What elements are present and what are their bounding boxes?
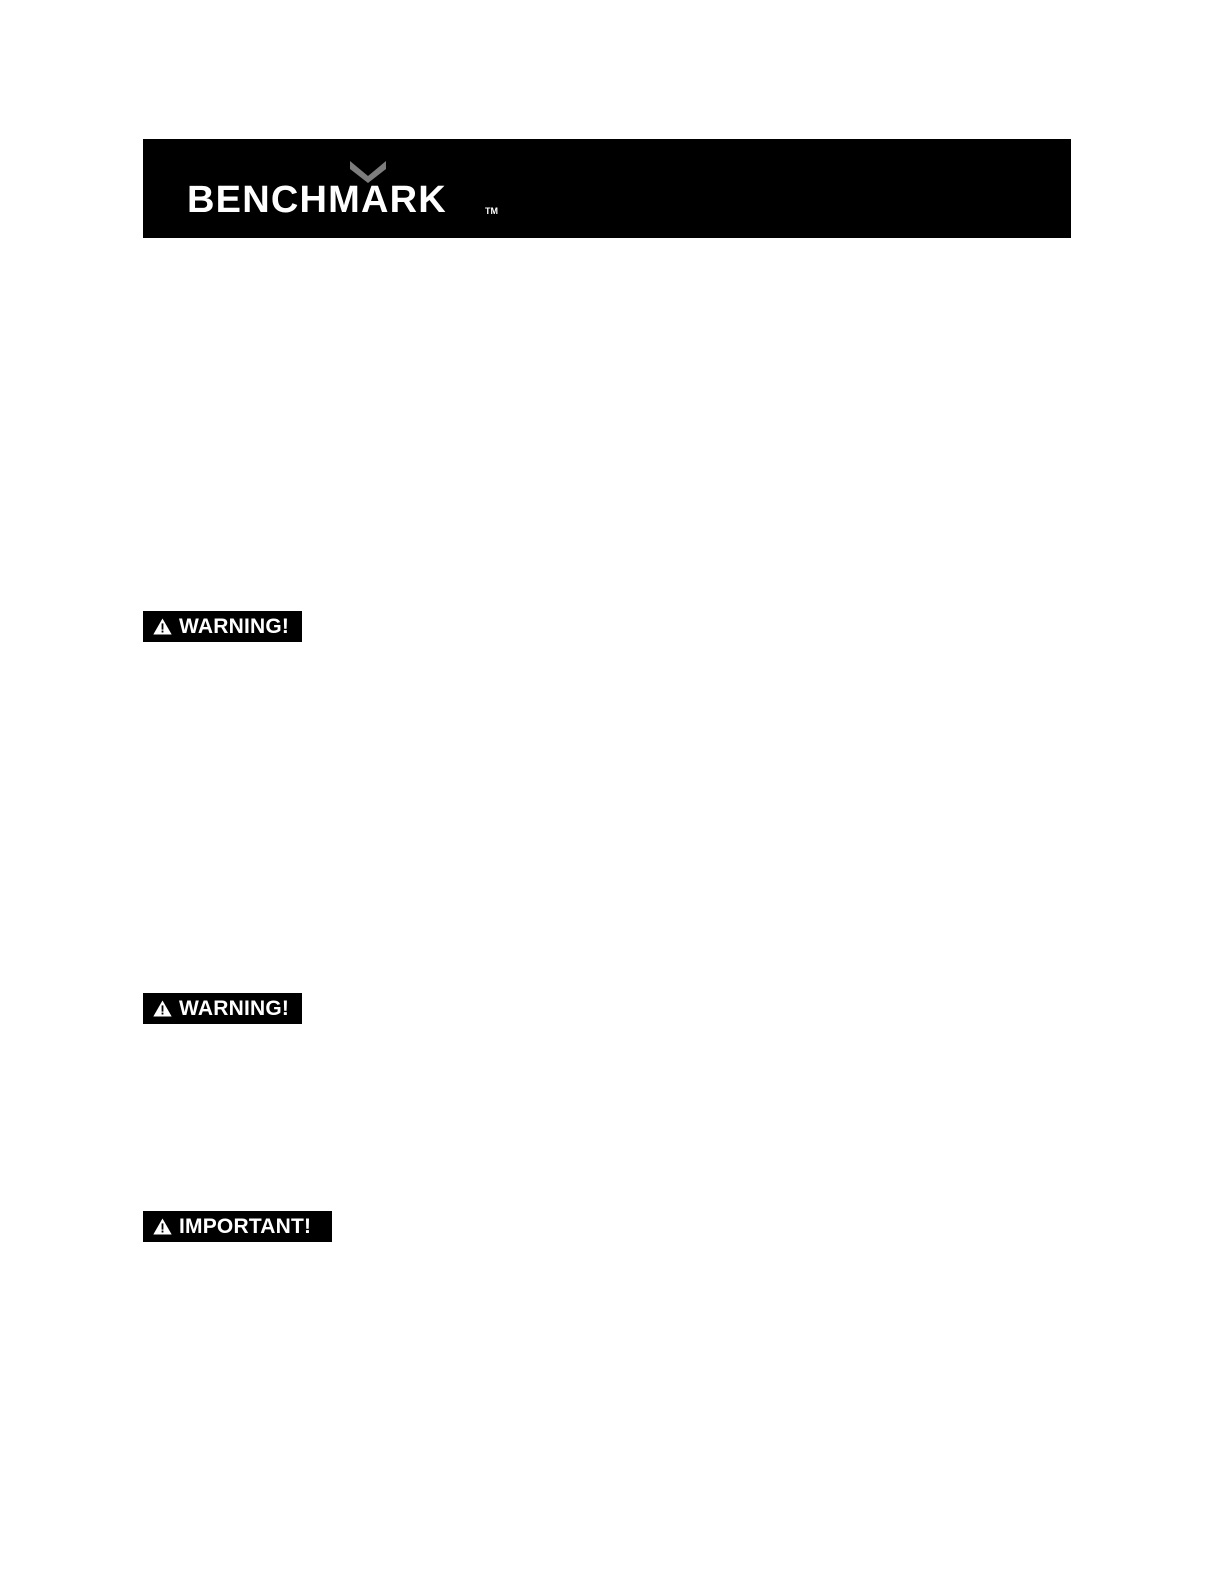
warning-badge-2 bbox=[143, 993, 302, 1024]
warning-badge-1 bbox=[143, 611, 302, 642]
warning-triangle-icon bbox=[153, 1000, 172, 1017]
warning-triangle-icon bbox=[153, 1218, 172, 1235]
brand-wordmark: BENCHMARK bbox=[187, 179, 447, 221]
benchmark-logo bbox=[187, 161, 517, 221]
warning-badge-2-label: WARNING! bbox=[179, 997, 290, 1020]
trademark-symbol: TM bbox=[485, 206, 498, 216]
important-badge bbox=[143, 1211, 332, 1242]
important-badge-label: IMPORTANT! bbox=[179, 1215, 312, 1238]
warning-triangle-icon bbox=[153, 618, 172, 635]
brand-header-bar bbox=[143, 139, 1071, 238]
warning-badge-1-label: WARNING! bbox=[179, 615, 290, 638]
